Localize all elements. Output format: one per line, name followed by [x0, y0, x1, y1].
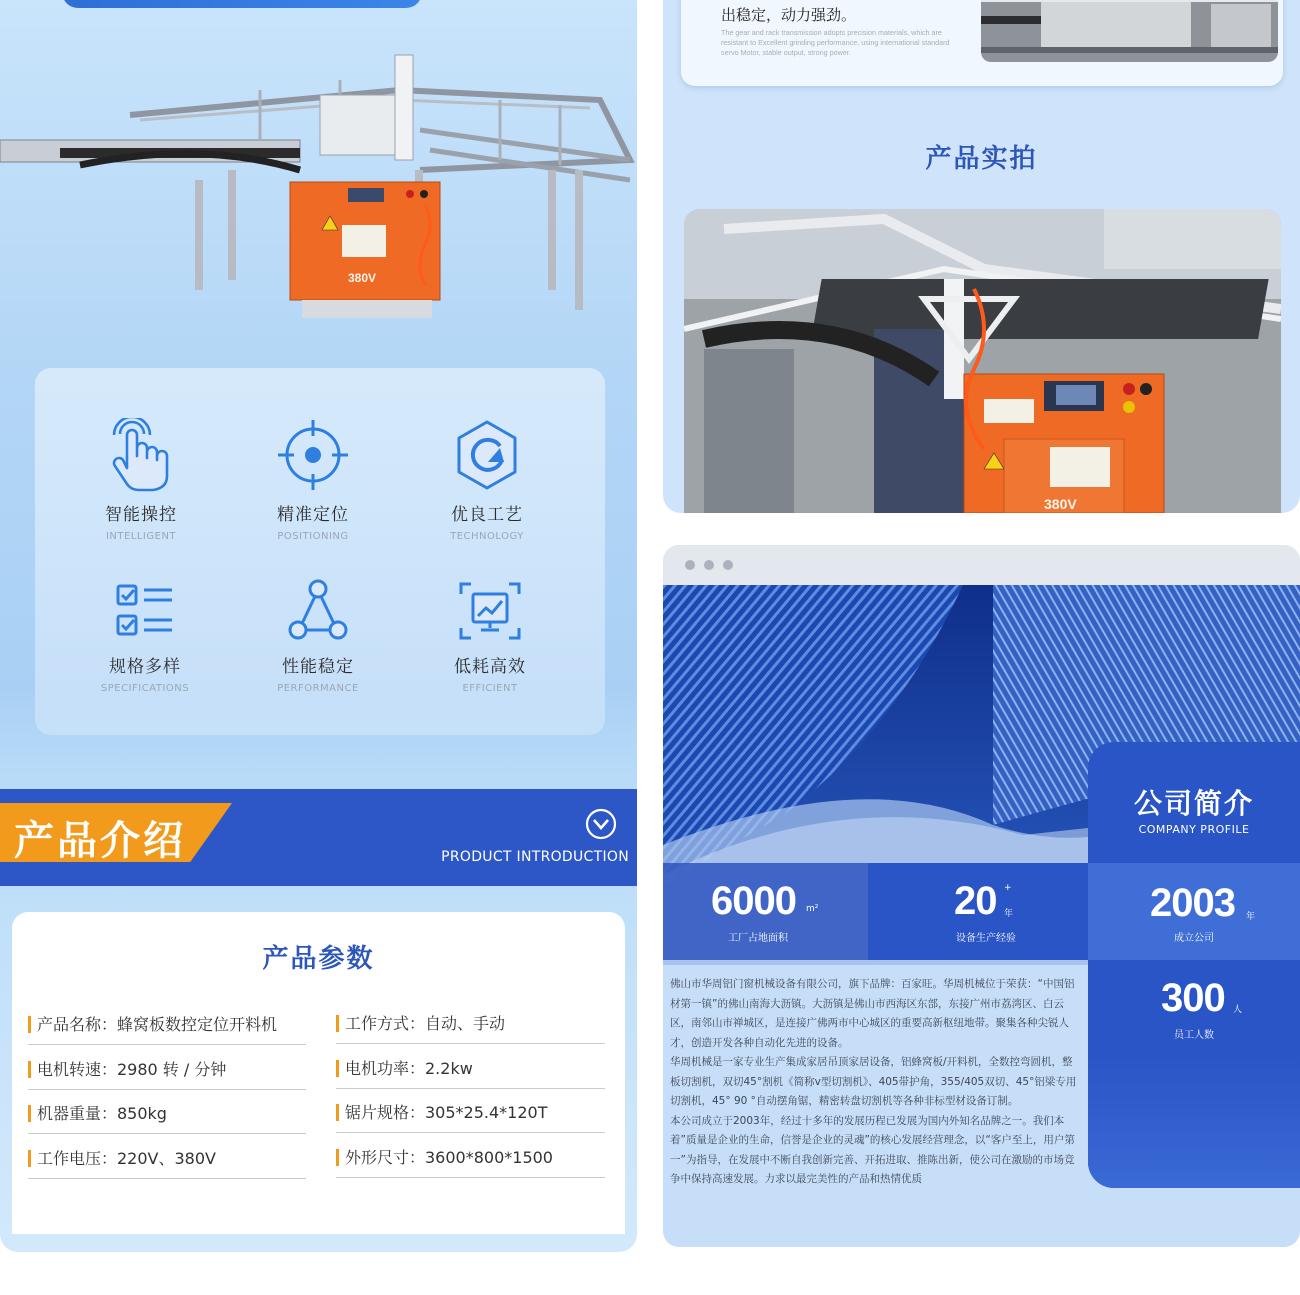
checklist-icon	[112, 578, 178, 644]
gear-description-cn: 出稳定，动力强劲。	[721, 6, 857, 24]
company-paragraph: 华周机械是一家专业生产集成家居吊顶家居设备，铝蜂窝板/开料机，全数控弯圆机，整板切割机，双切45°割机《简称v型切割机》、405带护角，355/405双切、45°铝梁专用切割机，45° 90 °自动摆角锯，精密转盘切割机等各种非标型材设备订制。	[670, 1056, 1077, 1107]
stat-number: 300	[1161, 976, 1225, 1020]
real-photo-title: 产品实拍	[925, 144, 1038, 174]
company-description	[670, 975, 1082, 1190]
stat-experience	[868, 863, 1088, 960]
machine-voltage-label: 380V	[348, 271, 377, 285]
stat-label: 员工人数	[1174, 1030, 1214, 1041]
profile-box-footer	[1088, 1057, 1300, 1188]
profile-subtitle: COMPANY PROFILE	[1138, 823, 1250, 836]
param-marker	[28, 1105, 31, 1122]
param-text: 产品名称：蜂窝板数控定位开料机	[37, 1015, 278, 1034]
product-params-card	[12, 912, 625, 1234]
param-marker	[28, 1061, 31, 1078]
stat-number: 2003	[1150, 881, 1235, 925]
stat-unit: 年	[1246, 912, 1256, 922]
param-marker	[336, 1015, 339, 1032]
param-text: 工作电压：220V、380V	[37, 1149, 216, 1168]
param-text: 外形尺寸：3600*800*1500	[345, 1148, 553, 1167]
feature-positioning	[243, 418, 383, 542]
feature-intelligent	[71, 418, 211, 542]
machine-photo	[0, 20, 637, 320]
param-row	[28, 1057, 306, 1090]
stat-unit: 人	[1233, 1005, 1243, 1015]
param-text: 电机功率：2.2kw	[345, 1059, 473, 1078]
left-panel	[0, 0, 637, 1252]
feature-subtitle: INTELLIGENT	[105, 531, 177, 542]
company-paragraph: 佛山市华周铝门窗机械设备有限公司，旗下品牌：百家旺。华周机械位于荣获：“中国铝材第一镇”的佛山南海大沥镇。大沥镇是佛山市西海区东部，东接广州市荔湾区、白云区，南邻山市禅城区，是连接广佛两市中心城区的重要高新枢纽地带。聚集各种尖锐人才，创造开发各种自动化先进的设备。	[670, 978, 1075, 1049]
product-intro-bar	[0, 789, 637, 886]
stat-unit: m²	[806, 904, 819, 914]
params-title: 产品参数	[262, 944, 375, 974]
company-profile-box	[1088, 742, 1300, 1188]
stat-employees	[1088, 960, 1300, 1057]
company-stats	[663, 863, 1088, 960]
gear-description-en: The gear and rack transmission adopts precision materials, which are resistant to Excellent grinding performance, using international standard servo Motor, stable output, strong power.	[721, 28, 950, 57]
chart-screen-icon	[457, 578, 523, 644]
intro-title: 产品介绍	[14, 818, 186, 864]
feature-title: 性能稳定	[282, 657, 354, 677]
param-text: 锯片规格：305*25.4*120T	[345, 1103, 548, 1122]
feature-efficient	[420, 578, 560, 694]
browser-title-bar	[663, 545, 1300, 585]
chevron-down-circle-icon	[585, 808, 617, 840]
window-dot	[723, 560, 733, 570]
stat-area	[663, 863, 868, 960]
feature-performance	[248, 578, 388, 694]
real-voltage-label: 380V	[1044, 496, 1077, 512]
gear-rack-photo	[981, 0, 1278, 62]
param-row	[28, 1101, 306, 1134]
feature-technology	[417, 418, 557, 542]
param-marker	[28, 1016, 31, 1033]
feature-title: 智能操控	[105, 505, 177, 525]
target-crosshair-icon	[276, 418, 350, 492]
stat-unit: +	[1004, 883, 1012, 893]
param-text: 电机转速：2980 转 / 分钟	[37, 1060, 227, 1079]
param-row	[336, 1100, 605, 1133]
stat-number: 20	[954, 879, 997, 923]
param-row	[336, 1056, 605, 1089]
stat-founded	[1088, 863, 1300, 960]
window-dot	[685, 560, 695, 570]
stat-label: 成立公司	[1174, 933, 1214, 944]
param-marker	[336, 1149, 339, 1166]
window-dot	[704, 560, 714, 570]
gear-feature-card	[681, 0, 1283, 86]
feature-subtitle: TECHNOLOGY	[450, 531, 524, 542]
param-row	[336, 1011, 605, 1044]
real-machine-photo	[684, 209, 1281, 513]
feature-subtitle: SPECIFICATIONS	[100, 683, 190, 694]
triangle-nodes-icon	[285, 578, 351, 644]
feature-specifications	[75, 578, 215, 694]
param-marker	[336, 1060, 339, 1077]
right-top-panel	[663, 0, 1300, 513]
intro-subtitle: PRODUCT INTRODUCTION	[441, 849, 629, 865]
hexagon-craft-icon	[452, 418, 522, 492]
param-row	[28, 1012, 306, 1045]
param-row	[336, 1145, 605, 1178]
param-marker	[28, 1150, 31, 1167]
profile-title: 公司简介	[1133, 787, 1254, 820]
feature-subtitle: PERFORMANCE	[277, 683, 359, 694]
param-row	[28, 1146, 306, 1179]
company-profile-panel	[663, 545, 1300, 1247]
stat-unit-year: 年	[1004, 909, 1014, 919]
feature-title: 规格多样	[109, 657, 181, 677]
feature-subtitle: EFFICIENT	[462, 683, 518, 694]
feature-grid-card	[35, 368, 605, 735]
hand-pointer-icon	[106, 418, 176, 492]
feature-title: 低耗高效	[454, 657, 526, 677]
stat-number: 6000	[711, 879, 796, 923]
feature-subtitle: POSITIONING	[277, 531, 349, 542]
param-marker	[336, 1104, 339, 1121]
param-text: 机器重量：850kg	[37, 1104, 167, 1123]
company-paragraph: 本公司成立于2003年，经过十多年的发展历程已发展为国内外知名品牌之一。我们本着”质量是企业的生命，信誉是企业的灵魂”的核心发展经营理念，以“客户至上，用户第一”为指导，在发展中不断自我创新完善、开拓进取、推陈出新，使公司在激励的市场竞争中保持高速发展。力求以最完美性的产品和热情优质	[670, 1114, 1075, 1185]
param-text: 工作方式：自动、手动	[345, 1014, 506, 1033]
stat-label: 工厂占地面积	[728, 933, 788, 944]
feature-title: 精准定位	[277, 505, 349, 525]
stat-label: 设备生产经验	[956, 933, 1016, 944]
feature-title: 优良工艺	[451, 505, 523, 525]
top-banner-pill	[62, 0, 422, 8]
